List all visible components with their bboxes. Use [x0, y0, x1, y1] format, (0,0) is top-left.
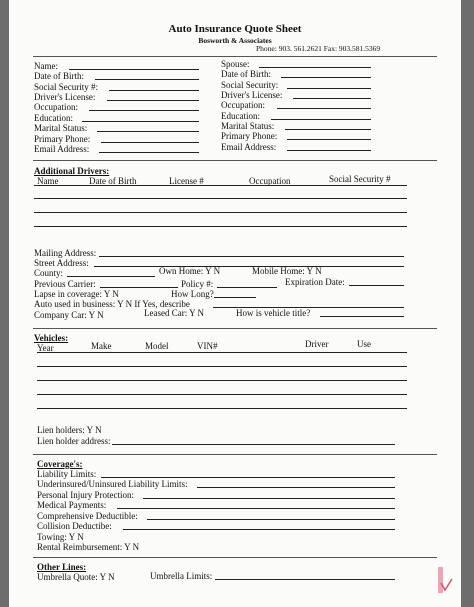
additional-drivers-heading: Additional Drivers: — [34, 166, 110, 176]
vehicle-row-2[interactable] — [37, 380, 407, 381]
liability-label: Liability Limits: — [37, 469, 97, 479]
contact-info: Phone: 903. 561.2621 Fax: 903.581.5369 — [256, 44, 381, 53]
lien-address-label: Lien holder address: — [37, 436, 111, 446]
spouse-education-field[interactable] — [271, 119, 371, 120]
drivers-col-ssn: Social Security # — [329, 174, 391, 184]
how-long-label: How Long? — [171, 289, 214, 299]
spouse-dob-label: Date of Birth: — [221, 69, 271, 79]
rental-option[interactable]: Rental Reimbursement: Y N — [37, 542, 140, 552]
vehicles-col-vin: VIN# — [197, 341, 218, 351]
spouse-license-field[interactable] — [293, 98, 371, 99]
lien-holders-option[interactable]: Lien holders: Y N — [37, 425, 102, 435]
dob-field[interactable] — [95, 79, 199, 80]
spouse-education-label: Education: — [221, 111, 260, 121]
street-address-field[interactable] — [94, 266, 404, 267]
spouse-email-field[interactable] — [287, 150, 371, 151]
spouse-ssn-field[interactable] — [287, 88, 371, 89]
mailing-address-label: Mailing Address: — [34, 248, 97, 258]
umbrella-limits-label: Umbrella Limits: — [150, 571, 213, 581]
vehicles-header-line — [37, 352, 407, 353]
name-label: Name: — [34, 61, 58, 71]
umbrella-quote-option[interactable]: Umbrella Quote: Y N — [37, 572, 115, 582]
medical-label: Medical Payments: — [37, 500, 107, 510]
company-name: Bosworth & Associates — [198, 36, 272, 45]
license-label: Driver's License: — [34, 92, 96, 102]
license-field[interactable] — [107, 100, 199, 101]
spouse-occupation-label: Occupation: — [221, 100, 265, 110]
vehicles-col-use: Use — [357, 339, 371, 349]
policy-label: Policy #: — [181, 279, 214, 289]
company-car-option[interactable]: Company Car: Y N — [34, 310, 104, 320]
pip-label: Personal Injury Protection: — [37, 490, 134, 500]
own-home-option[interactable]: Own Home: Y N — [159, 266, 221, 276]
driver-row-3[interactable] — [34, 226, 407, 227]
other-lines-heading: Other Lines: — [37, 562, 87, 572]
quote-sheet-page — [9, 0, 461, 607]
lien-address-field[interactable] — [112, 444, 395, 445]
towing-option[interactable]: Towing: Y N — [37, 532, 84, 542]
vehicle-row-1[interactable] — [37, 366, 407, 367]
name-field[interactable] — [69, 69, 199, 70]
approval-stamp-icon — [437, 565, 453, 595]
marital-label: Marital Status: — [34, 123, 88, 133]
mailing-address-field[interactable] — [99, 256, 404, 257]
uninsured-label: Underinsured/Uninsured Liability Limits: — [37, 479, 188, 489]
drivers-col-license: License # — [169, 176, 204, 186]
spouse-label: Spouse: — [221, 59, 250, 69]
spouse-phone-label: Primary Phone: — [221, 131, 278, 141]
email-label: Email Address: — [34, 144, 90, 154]
drivers-col-dob: Date of Birth — [89, 176, 137, 186]
sheet-title: Auto Insurance Quote Sheet — [168, 23, 302, 35]
spouse-marital-field[interactable] — [285, 129, 371, 130]
medical-field[interactable] — [117, 508, 395, 509]
previous-carrier-field[interactable] — [100, 287, 178, 288]
mobile-home-option[interactable]: Mobile Home: Y N — [252, 266, 322, 276]
occupation-field[interactable] — [89, 110, 199, 111]
dob-label: Date of Birth: — [34, 71, 84, 81]
education-field[interactable] — [82, 121, 199, 122]
vehicle-row-4[interactable] — [37, 408, 407, 409]
business-use-option[interactable]: Auto used in business: Y N If Yes, describe — [34, 299, 190, 309]
education-label: Education: — [34, 113, 73, 123]
leased-car-option[interactable]: Leased Car: Y N — [144, 308, 205, 318]
vehicles-divider — [33, 328, 437, 329]
driver-row-1[interactable] — [34, 198, 407, 199]
lapse-option[interactable]: Lapse in coverage: Y N — [34, 289, 119, 299]
uninsured-field[interactable] — [197, 487, 395, 488]
email-field[interactable] — [99, 152, 199, 153]
pip-field[interactable] — [143, 498, 395, 499]
spouse-field[interactable] — [259, 67, 371, 68]
umbrella-limits-field[interactable] — [215, 579, 395, 580]
marital-field[interactable] — [97, 131, 199, 132]
spouse-email-label: Email Address: — [221, 142, 277, 152]
coverages-divider — [33, 454, 437, 455]
spouse-license-label: Driver's License: — [221, 90, 283, 100]
spouse-marital-label: Marital Status: — [221, 121, 275, 131]
comprehensive-label: Comprehensive Deductible: — [37, 511, 138, 521]
drivers-col-name: Name — [37, 176, 59, 186]
vehicle-title-label: How is vehicle title? — [236, 308, 311, 318]
vehicles-col-make: Make — [91, 341, 112, 351]
vehicles-heading: Vehicles: — [34, 333, 69, 343]
comprehensive-field[interactable] — [147, 519, 395, 520]
vehicle-row-3[interactable] — [37, 394, 407, 395]
county-label: County: — [34, 268, 64, 278]
vehicle-title-field[interactable] — [320, 316, 404, 317]
spouse-phone-field[interactable] — [287, 139, 371, 140]
how-long-field[interactable] — [214, 297, 256, 298]
collision-field[interactable] — [123, 529, 395, 530]
other-lines-divider — [33, 557, 437, 558]
vehicles-col-year: Year — [37, 343, 54, 353]
spouse-ssn-label: Social Security: — [221, 80, 279, 90]
ssn-label: Social Security #: — [34, 82, 98, 92]
phone-field[interactable] — [101, 142, 199, 143]
occupation-label: Occupation: — [34, 102, 78, 112]
county-field[interactable] — [67, 276, 155, 277]
street-address-label: Street Address: — [34, 258, 89, 268]
collision-label: Collision Deductibe: — [37, 521, 112, 531]
expiration-field[interactable] — [349, 285, 404, 286]
header-divider — [33, 56, 437, 57]
expiration-label: Expiration Date: — [285, 277, 345, 287]
drivers-header-line — [34, 185, 407, 186]
vehicles-col-model: Model — [145, 341, 169, 351]
liability-field[interactable] — [101, 477, 395, 478]
phone-label: Primary Phone: — [34, 134, 91, 144]
drivers-col-occupation: Occupation — [249, 176, 291, 186]
coverages-heading: Coverage's: — [37, 459, 83, 469]
vehicles-col-driver: Driver — [305, 339, 329, 349]
section-divider — [33, 160, 437, 161]
policy-field[interactable] — [217, 287, 277, 288]
spouse-occupation-field[interactable] — [277, 108, 371, 109]
previous-carrier-label: Previous Carrier: — [34, 279, 96, 289]
driver-row-2[interactable] — [34, 212, 407, 213]
ssn-field[interactable] — [109, 90, 199, 91]
spouse-dob-field[interactable] — [281, 77, 371, 78]
